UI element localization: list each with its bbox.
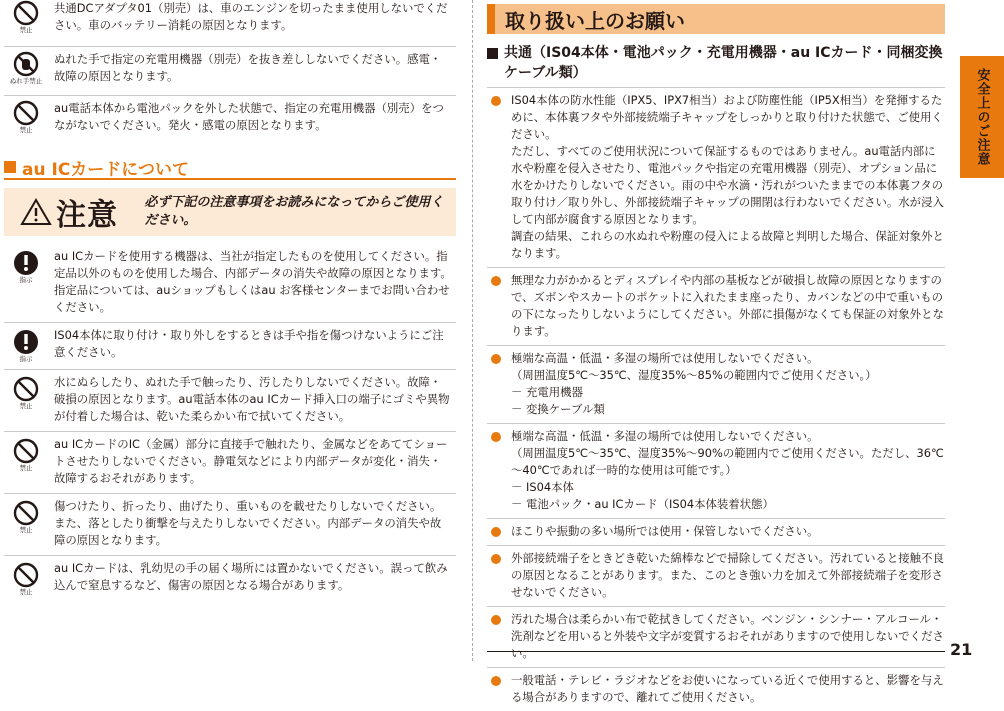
icon-caption: 禁止 [19, 526, 33, 534]
footer-rule [487, 651, 945, 652]
list-item [487, 546, 945, 607]
list-item [4, 0, 456, 47]
bullet-dot-icon [491, 276, 501, 286]
bullet-text: － IS04本体 [511, 480, 574, 494]
side-tab: 安全上のご注意 [960, 56, 1004, 178]
bullet-text: 汚れた場合は柔らかい布で乾拭きしてください。ベンジン・シンナー・アルコール・洗剤などを用いると外装や文字が変質するおそれがありますので使用しないでください。 [511, 612, 944, 660]
prohibition-icon [13, 438, 39, 464]
icon-caption: 禁止 [19, 588, 33, 596]
left-column [4, 0, 456, 602]
list-item [487, 519, 945, 546]
prohibition-icon [13, 100, 39, 126]
instruction-icon [13, 250, 39, 276]
subheading-text: 共通（IS04本体・電池パック・充電用機器・au ICカード・同梱変換ケーブル類） [504, 45, 943, 81]
icon-caption: 禁止 [19, 402, 33, 410]
caution-word: 注意 [56, 198, 118, 233]
item-text: 水にぬらしたり、ぬれた手で触ったり、汚したりしないでください。故障・破損の原因となります。au電話本体のau ICカード挿入口の端子にゴミや異物が付着した場合は、乾いた柔らかい布で拭いてください。 [54, 375, 450, 423]
bullet-dot-icon [491, 554, 501, 564]
list-item [4, 323, 456, 370]
prohibition-icon [13, 376, 39, 402]
item-text: au ICカードは、乳幼児の手の届く場所には置かないでください。誤って飲み込んで窒息するなど、傷害の原因となる場合があります。 [54, 561, 448, 592]
bullet-dot-icon [491, 96, 501, 106]
square-bullet-icon [4, 161, 16, 173]
icon-caption: 禁止 [19, 126, 33, 134]
wet-hands-prohibition-icon [13, 51, 39, 77]
page-title: 取り扱い上のお願い [487, 4, 945, 34]
icon-caption: 指示 [19, 355, 33, 363]
bullet-text: － 充電用機器 [511, 385, 583, 399]
bullet-text: IS04本体の防水性能（IPX5、IPX7相当）および防塵性能（IP5X相当）を発揮するために、本体裏フタや外部接続端子キャップをしっかりと取り付けた状態で、ご使用ください。 [511, 93, 943, 141]
bullet-dot-icon [491, 527, 501, 537]
list-item [4, 244, 456, 323]
instruction-icon [13, 329, 39, 355]
bullet-text: （周囲温度5℃～35℃、湿度35%～90%の範囲内でご使用ください。ただし、36℃～40℃であれば一時的な使用は可能です。） [511, 446, 944, 477]
list-item [487, 268, 945, 346]
icon-caption: 禁止 [19, 26, 33, 34]
warning-triangle-icon [20, 198, 52, 226]
square-bullet-icon [487, 48, 498, 59]
bullet-text: － 電池パック・au ICカード（IS04本体装着状態） [511, 497, 774, 511]
list-item [4, 494, 456, 556]
bullet-text: ただし、すべてのご使用状況について保証するものではありません。au電話内部に水や粉塵を侵入させたり、電池パックや指定の充電用機器（別売）、オプション品に水をかけたりしないでください。雨の中や水滴・汚れがついたままでの本体裏フタの取り付け／取り外し、外部接続端子キャップの開閉は行わないでください。水が浸入して内部が腐食する原因となります。 [511, 144, 944, 226]
item-text: 傷つけたり、折ったり、曲げたり、重いものを載せたりしないでください。また、落としたり衝撃を与えたりしないでください。内部データの消失や故障の原因となります。 [54, 499, 442, 547]
bullet-text: － 変換ケーブル類 [511, 402, 605, 416]
list-item [487, 88, 945, 268]
caution-banner [4, 188, 456, 236]
item-text: au ICカードのIC（金属）部分に直接手で触れたり、金属などをあててショートさせたりしないでください。静電気などにより内部データが変化・消失・故障するおそれがあります。 [54, 437, 448, 485]
item-text: ぬれた手で指定の充電用機器（別売）を抜き差ししないでください。感電・故障の原因となります。 [54, 52, 442, 83]
item-text: IS04本体に取り付け・取り外しをするときは手や指を傷つけないようにご注意ください。 [54, 328, 444, 359]
bullet-text: ほこりや振動の多い場所では使用・保管しないでください。 [511, 524, 819, 538]
list-item [4, 556, 456, 602]
icon-caption: 禁止 [19, 464, 33, 472]
bullet-text: 極端な高温・低温・多湿の場所では使用しないでください。 [511, 429, 819, 443]
prohibition-icon [13, 562, 39, 588]
item-text: au電話本体から電池パックを外した状態で、指定の充電用機器（別売）をつながないでください。発火・感電の原因となります。 [54, 101, 444, 132]
column-divider [472, 0, 473, 661]
icon-caption: ぬれ手禁止 [9, 77, 43, 85]
bullet-text: 外部接続端子をときどき乾いた綿棒などで掃除してください。汚れていると接触不良の原因となることがあります。また、このとき強い力を加えて外部接続端子を変形させないでください。 [511, 551, 944, 599]
bullet-text: 極端な高温・低温・多湿の場所では使用しないでください。 [511, 351, 819, 365]
prohibition-icon [13, 0, 39, 26]
list-item [4, 96, 456, 146]
bullet-text: 一般電話・テレビ・ラジオなどをお使いになっている近くで使用すると、影響を与える場合がありますので、離れてご使用ください。 [511, 673, 944, 704]
bullet-text: 無理な力がかかるとディスプレイや内部の基板などが破損し故障の原因となりますので、ズボンやスカートのポケットに入れたまま座ったり、カバンなどの中で重いものの下になったりしないようにしてください。外部に損傷がなくても保証の対象外となります。 [511, 273, 944, 338]
page-number: 21 [950, 640, 973, 659]
section-heading [4, 156, 456, 180]
bullet-text: （周囲温度5℃～35℃、湿度35%～85%の範囲内でご使用ください。） [511, 368, 877, 382]
item-text: au ICカードを使用する機器は、当社が指定したものを使用してください。指定品以外のものを使用した場合、内部データの消失や故障の原因となります。指定品については、auショップもしくはau お客様センターまでお問い合わせください。 [54, 249, 452, 314]
bullet-dot-icon [491, 615, 501, 625]
list-item [487, 346, 945, 424]
list-item [4, 432, 456, 494]
list-item [487, 607, 945, 668]
list-item [4, 370, 456, 432]
caution-message: 必ず下記の注意事項をお読みになってからご使用ください。 [144, 195, 444, 228]
icon-caption: 指示 [19, 276, 33, 284]
bullet-dot-icon [491, 676, 501, 686]
bullet-dot-icon [491, 354, 501, 364]
right-column [487, 0, 945, 711]
list-item [487, 424, 945, 519]
prohibition-icon [13, 500, 39, 526]
item-text: 共通DCアダプタ01（別売）は、車のエンジンを切ったまま使用しないでください。車のバッテリー消耗の原因となります。 [54, 1, 448, 32]
list-item [4, 47, 456, 96]
bullet-dot-icon [491, 432, 501, 442]
section-heading-text: au ICカードについて [22, 159, 189, 180]
list-item [487, 668, 945, 711]
bullet-text: 調査の結果、これらの水ぬれや粉塵の侵入による故障と判明した場合、保証対象外となります。 [511, 229, 944, 260]
subheading [487, 43, 945, 83]
